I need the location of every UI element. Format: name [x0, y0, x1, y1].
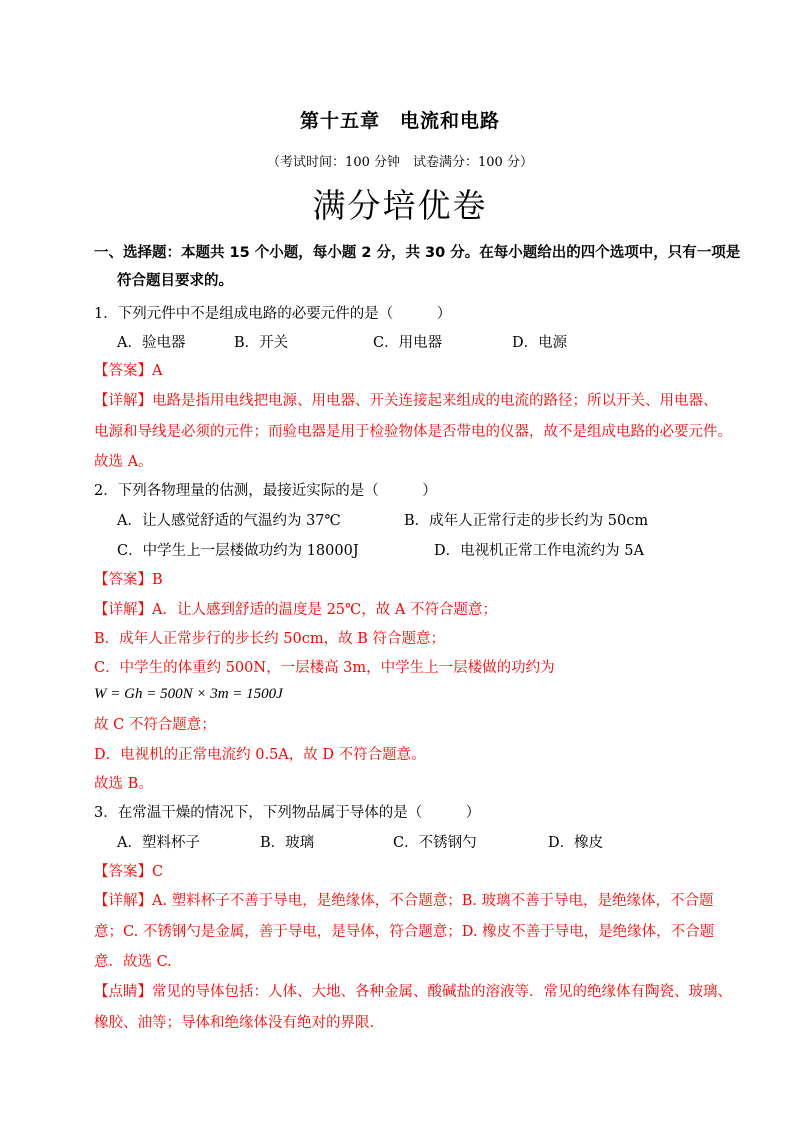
q1-option-a: A．验电器	[117, 335, 186, 351]
q3-option-d: D．橡皮	[548, 835, 604, 851]
q2-option-c: C．中学生上一层楼做功约为 18000J	[117, 543, 359, 559]
q2-stem: 2．下列各物理量的估测，最接近实际的是（ ）	[94, 483, 437, 499]
exam-info: （考试时间：100 分钟 试卷满分：100 分）	[267, 155, 533, 170]
q3-detail-line2: 意；C. 不锈钢勺是金属，善于导电，是导体，符合题意；D. 橡皮不善于导电，是绝缘体，不合题	[94, 924, 715, 940]
q2-detail-c: C．中学生的体重约 500N，一层楼高 3m，中学生上一层楼做的功约为	[94, 660, 555, 676]
q2-detail-d: D．电视机的正常电流约 0.5A，故 D 不符合题意。	[94, 747, 426, 763]
q2-option-b: B．成年人正常行走的步长约为 50cm	[404, 513, 649, 529]
q2-formula: W = Gh = 500N × 3m = 1500J	[94, 686, 283, 702]
q3-option-a: A．塑料杯子	[117, 835, 200, 851]
q1-detail-line2: 电源和导线是必须的元件；而验电器是用于检验物体是否带电的仪器，故不是组成电路的必要元件。	[94, 424, 732, 440]
q3-option-b: B．玻璃	[260, 835, 315, 851]
q3-answer: 【答案】C	[94, 864, 164, 880]
paper-title: 满分培优卷	[312, 186, 488, 225]
q2-conclusion: 故选 B。	[94, 776, 153, 792]
q3-tip-line2: 橡胶、油等；导体和绝缘体没有绝对的界限.	[94, 1015, 375, 1031]
q1-option-b: B．开关	[234, 335, 289, 351]
q3-tip-line1: 【点睛】常见的导体包括：人体、大地、各种金属、酸碱盐的溶液等．常见的绝缘体有陶瓷、玻璃、	[94, 984, 732, 1000]
chapter-title: 第十五章 电流和电路	[299, 110, 500, 132]
q1-conclusion: 故选 A。	[94, 454, 153, 470]
q1-option-c: C．用电器	[373, 335, 443, 351]
q1-stem: 1．下列元件中不是组成电路的必要元件的是（ ）	[94, 306, 452, 322]
q3-option-c: C．不锈钢勺	[393, 835, 477, 851]
q2-answer: 【答案】B	[94, 572, 163, 588]
q3-stem: 3．在常温干燥的情况下，下列物品属于导体的是（ ）	[94, 805, 481, 821]
q1-answer: 【答案】A	[94, 363, 163, 379]
q1-detail-line1: 【详解】电路是指用电线把电源、用电器、开关连接起来组成的电流的路径；所以开关、用电器、	[94, 393, 718, 409]
q2-option-d: D．电视机正常工作电流约为 5A	[434, 543, 644, 559]
q2-detail-c-end: 故 C 不符合题意；	[94, 717, 216, 733]
q2-detail-b: B．成年人正常步行的步长约 50cm，故 B 符合题意；	[94, 631, 445, 647]
section-heading-line1: 一、选择题：本题共 15 个小题，每小题 2 分，共 30 分。在每小题给出的四个选项中，只有一项是	[94, 245, 741, 261]
q1-option-d: D．电源	[512, 335, 568, 351]
q2-option-a: A．让人感觉舒适的气温约为 37℃	[117, 513, 341, 529]
q3-detail-line1: 【详解】A. 塑料杯子不善于导电，是绝缘体，不合题意；B. 玻璃不善于导电，是绝缘体，不合题	[94, 893, 714, 909]
q2-detail-a: 【详解】A．让人感到舒适的温度是 25℃，故 A 不符合题意；	[94, 602, 497, 618]
section-heading-line2: 符合题目要求的。	[117, 273, 233, 289]
q3-detail-line3: 意．故选 C.	[94, 954, 172, 970]
